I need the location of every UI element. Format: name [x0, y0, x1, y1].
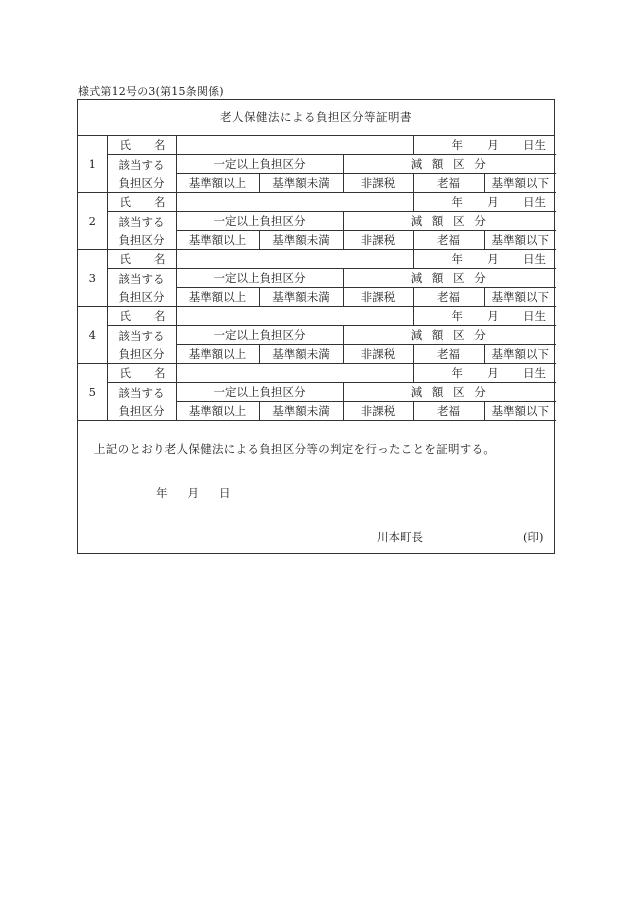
- option-below-base[interactable]: 基準額以下: [484, 402, 556, 421]
- name-label-char-1: 氏: [119, 252, 131, 266]
- name-field[interactable]: [176, 364, 413, 383]
- entry-category-row: [78, 212, 556, 231]
- option-non-taxable[interactable]: 非課税: [343, 345, 413, 364]
- option-welfare[interactable]: 老福: [413, 345, 484, 364]
- name-label-cell: [107, 193, 176, 212]
- birth-day-label: 日生: [523, 138, 547, 152]
- birth-month-label: 月: [487, 195, 499, 209]
- certificate-title: 老人保健法による負担区分等証明書: [78, 100, 554, 136]
- birth-year-label: 年: [451, 195, 464, 209]
- option-welfare[interactable]: 老福: [413, 288, 484, 307]
- option-below-base[interactable]: 基準額以下: [484, 288, 556, 307]
- option-welfare[interactable]: 老福: [413, 231, 484, 250]
- burden-class-line-1: 該当する: [118, 271, 165, 286]
- option-non-taxable[interactable]: 非課税: [343, 231, 413, 250]
- birth-month-label: 月: [487, 138, 499, 152]
- birth-year-label: 年: [451, 309, 464, 323]
- option-welfare[interactable]: 老福: [413, 402, 484, 421]
- option-welfare[interactable]: 老福: [413, 174, 484, 193]
- option-above-base[interactable]: 基準額以上: [176, 288, 259, 307]
- birthdate-field[interactable]: [413, 250, 556, 269]
- option-above-base[interactable]: 基準額以上: [176, 174, 259, 193]
- entry-name-row: [78, 307, 556, 326]
- option-below-base-under[interactable]: 基準額未満: [259, 288, 343, 307]
- option-below-base[interactable]: 基準額以下: [484, 174, 556, 193]
- birth-month-label: 月: [487, 309, 499, 323]
- birth-month-label: 月: [487, 252, 499, 266]
- burden-class-line-1: 該当する: [118, 328, 165, 343]
- fixed-burden-header: 一定以上負担区分: [176, 269, 343, 288]
- birthdate-field[interactable]: [413, 136, 556, 155]
- option-above-base[interactable]: 基準額以上: [176, 402, 259, 421]
- entries-table: [78, 136, 556, 421]
- entry-category-row: [78, 383, 556, 402]
- name-field[interactable]: [176, 193, 413, 212]
- burden-class-line-1: 該当する: [118, 157, 165, 172]
- fixed-burden-header: 一定以上負担区分: [176, 383, 343, 402]
- option-non-taxable[interactable]: 非課税: [343, 174, 413, 193]
- option-non-taxable[interactable]: 非課税: [343, 402, 413, 421]
- birth-day-label: 日生: [523, 309, 547, 323]
- fixed-burden-header: 一定以上負担区分: [176, 155, 343, 174]
- fixed-burden-header: 一定以上負担区分: [176, 212, 343, 231]
- seal-mark: (印): [523, 530, 544, 544]
- burden-class-line-2: 負担区分: [118, 346, 165, 361]
- reduction-header: 減 額 区 分: [343, 212, 556, 231]
- name-label-char-2: 名: [154, 195, 166, 209]
- issuer-name: 川本町長: [377, 530, 423, 544]
- reduction-header: 減 額 区 分: [343, 383, 556, 402]
- option-below-base-under[interactable]: 基準額未満: [259, 402, 343, 421]
- name-label-cell: [107, 307, 176, 326]
- name-field[interactable]: [176, 250, 413, 269]
- birthdate-field[interactable]: [413, 307, 556, 326]
- option-below-base[interactable]: 基準額以下: [484, 231, 556, 250]
- birthdate-field[interactable]: [413, 364, 556, 383]
- burden-class-line-2: 負担区分: [118, 175, 165, 190]
- entry-name-row: [78, 193, 556, 212]
- entry-name-row: [78, 364, 556, 383]
- name-label-char-1: 氏: [119, 195, 131, 209]
- name-label-char-2: 名: [154, 366, 166, 380]
- cert-month-label: 月: [187, 486, 199, 500]
- burden-class-label: [107, 155, 176, 193]
- entry-name-row: [78, 250, 556, 269]
- entry-number: 5: [78, 364, 107, 421]
- option-above-base[interactable]: 基準額以上: [176, 345, 259, 364]
- entry-number: 4: [78, 307, 107, 364]
- burden-class-label: [107, 269, 176, 307]
- burden-class-label: [107, 212, 176, 250]
- cert-day-label: 日: [219, 486, 231, 500]
- entry-name-row: [78, 136, 556, 155]
- birth-year-label: 年: [451, 366, 464, 380]
- burden-class-line-2: 負担区分: [118, 403, 165, 418]
- name-label-char-2: 名: [154, 138, 166, 152]
- name-label-cell: [107, 136, 176, 155]
- name-label-cell: [107, 364, 176, 383]
- burden-class-line-1: 該当する: [118, 214, 165, 229]
- burden-class-line-1: 該当する: [118, 385, 165, 400]
- birth-year-label: 年: [451, 138, 464, 152]
- name-label-cell: [107, 250, 176, 269]
- option-below-base-under[interactable]: 基準額未満: [259, 345, 343, 364]
- option-above-base[interactable]: 基準額以上: [176, 231, 259, 250]
- name-label-char-2: 名: [154, 252, 166, 266]
- birth-year-label: 年: [451, 252, 464, 266]
- option-below-base-under[interactable]: 基準額未満: [259, 231, 343, 250]
- burden-class-line-2: 負担区分: [118, 232, 165, 247]
- fixed-burden-header: 一定以上負担区分: [176, 326, 343, 345]
- birth-day-label: 日生: [523, 195, 547, 209]
- name-field[interactable]: [176, 307, 413, 326]
- name-field[interactable]: [176, 136, 413, 155]
- entry-category-row: [78, 269, 556, 288]
- form-label: 様式第12号の3(第15条関係): [78, 85, 224, 98]
- burden-class-label: [107, 326, 176, 364]
- name-label-char-2: 名: [154, 309, 166, 323]
- name-label-char-1: 氏: [119, 366, 131, 380]
- entry-number: 2: [78, 193, 107, 250]
- entry-category-row: [78, 326, 556, 345]
- birth-day-label: 日生: [523, 252, 547, 266]
- burden-class-label: [107, 383, 176, 421]
- option-below-base[interactable]: 基準額以下: [484, 345, 556, 364]
- certificate-frame: [77, 99, 555, 554]
- entry-category-row: [78, 155, 556, 174]
- cert-year-label: 年: [156, 486, 168, 500]
- reduction-header: 減 額 区 分: [343, 269, 556, 288]
- entry-number: 1: [78, 136, 107, 193]
- birthdate-field[interactable]: [413, 193, 556, 212]
- option-non-taxable[interactable]: 非課税: [343, 288, 413, 307]
- name-label-char-1: 氏: [119, 138, 131, 152]
- birth-month-label: 月: [487, 366, 499, 380]
- entry-number: 3: [78, 250, 107, 307]
- option-below-base-under[interactable]: 基準額未満: [259, 174, 343, 193]
- reduction-header: 減 額 区 分: [343, 155, 556, 174]
- certification-text: 上記のとおり老人保健法による負担区分等の判定を行ったことを証明する。: [94, 442, 496, 456]
- name-label-char-1: 氏: [119, 309, 131, 323]
- birth-day-label: 日生: [523, 366, 547, 380]
- certification-section: [78, 427, 554, 553]
- burden-class-line-2: 負担区分: [118, 289, 165, 304]
- reduction-header: 減 額 区 分: [343, 326, 556, 345]
- certification-date: [156, 485, 231, 501]
